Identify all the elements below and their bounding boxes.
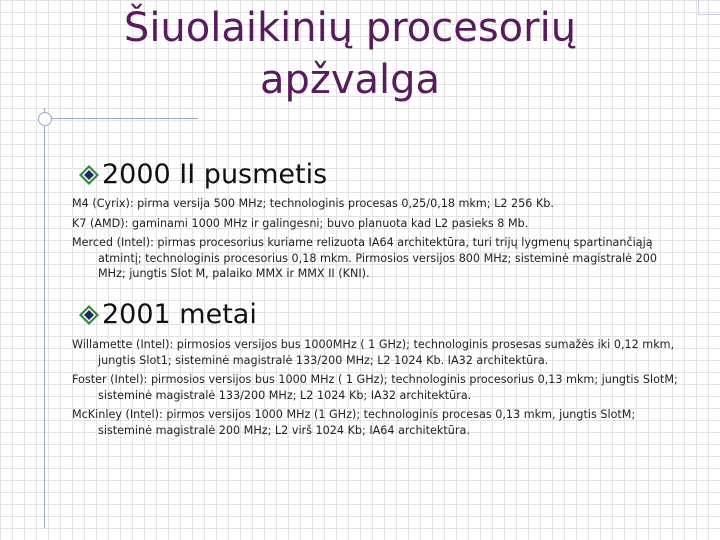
section-heading-text: 2001 metai (102, 299, 257, 330)
section-items-2001 (72, 337, 682, 442)
section-heading-text: 2000 II pusmetis (102, 159, 328, 190)
section-heading-2000 (78, 158, 678, 192)
title-line-2: apžvalga (259, 57, 441, 103)
corner-mark (698, 0, 720, 15)
decorative-circle-icon (38, 112, 52, 126)
list-item: M4 (Cyrix): pirma versija 500 MHz; technologinis procesas 0,25/0,18 mkm; L2 256 Kb. (72, 197, 554, 210)
decorative-horizontal-line (38, 118, 198, 119)
slide-title (100, 2, 600, 106)
list-item: K7 (AMD): gaminami 1000 MHz ir galingesni; buvo planuota kad L2 pasieks 8 Mb. (72, 216, 529, 230)
section-items-2000 (72, 196, 682, 286)
list-item: Willamette (Intel): pirmosios versijos bus 1000MHz ( 1 GHz); technologinis prosesas sumažės iki 0,12 mkm, jungtis Slot1; sisteminė magistralė 133/200 MHz; L2 1024 Kb. IA32 architektūra. (72, 338, 675, 367)
list-item: McKinley (Intel): pirmos versijos 1000 MHz (1 GHz); technologinis procesas 0,13 mkm, jungtis SlotM; sisteminė magistralė 200 MHz; L2 virš 1024 Kb; IA64 architektūra. (72, 408, 636, 437)
decorative-vertical-line (44, 108, 45, 528)
title-line-1: Šiuolaikinių procesorių (123, 5, 577, 51)
diamond-bullet-icon (78, 304, 100, 326)
list-item: Foster (Intel): pirmosios versijos bus 1000 MHz ( 1 GHz); technologinis procesorius 0,13 mkm; jungtis SlotM; sisteminė magistralė 133/200 MHz; L2 1024 Kb; IA32 architektūra. (72, 373, 678, 402)
list-item: Merced (Intel): pirmas procesorius kuriame relizuota IA64 architektūra, turi trijų lygmenų spartinančiąją atmintį; technologinis procesorius 0,18 mkm. Pirmosios versijos 800 MHz; sisteminė magistralė 200 MHz; jungtis Slot M, palaiko MMX ir MMX II (KNI). (72, 236, 657, 280)
diamond-bullet-icon (78, 164, 100, 186)
section-heading-2001 (78, 298, 678, 332)
